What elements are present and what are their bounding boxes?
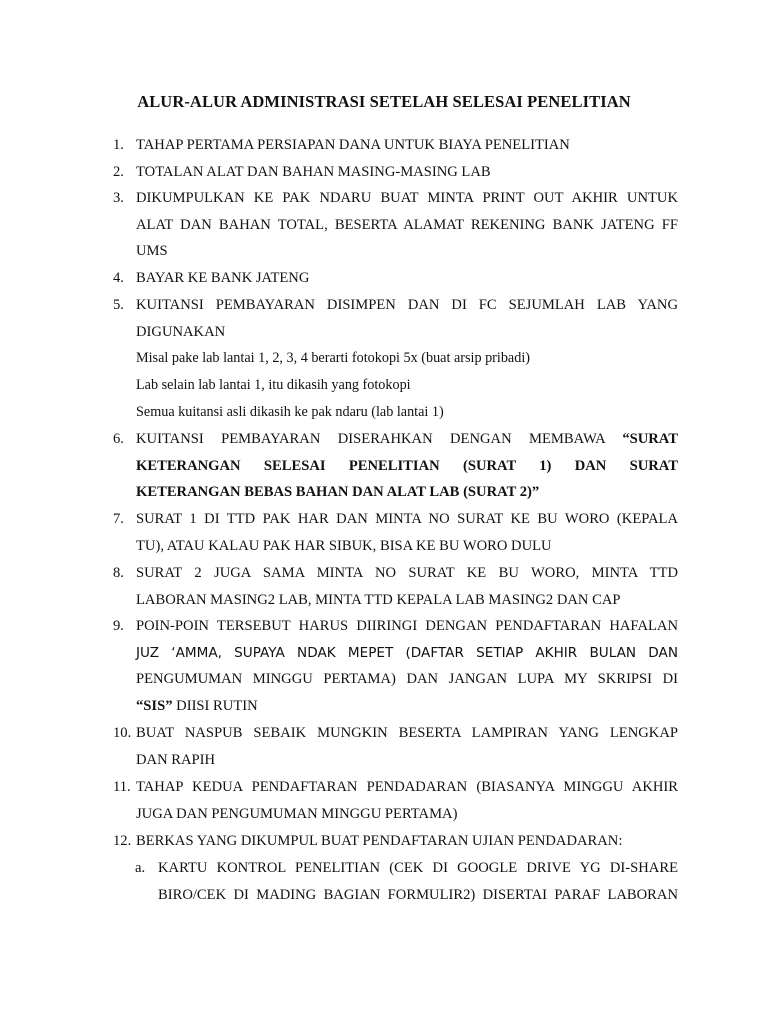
list-item-number: 2. <box>113 164 124 180</box>
list-item-line <box>136 693 678 720</box>
list-item-line-bold: KETERANGAN SELESAI PENELITIAN (SURAT 1) DAN SURAT <box>136 457 678 474</box>
list-item-line: PENGUMUMAN MINGGU PERTAMA) DAN JANGAN LUPA MY SKRIPSI DI <box>136 671 678 688</box>
sub-list-item-line: KARTU KONTROL PENELITIAN (CEK DI GOOGLE DRIVE YG DI-SHARE <box>158 860 678 876</box>
list-item-number: 10. <box>113 725 132 741</box>
list-item-12 <box>113 828 678 855</box>
list-item-line-bold: KETERANGAN BEBAS BAHAN DAN ALAT LAB (SURAT 2)” <box>136 484 540 501</box>
sub-list-item-a <box>135 855 678 908</box>
list-item-10 <box>113 720 678 773</box>
list-item-number: 3. <box>113 190 124 206</box>
sub-list-item-line: BIRO/CEK DI MADING BAGIAN FORMULIR2) DISERTAI PARAF LABORAN <box>158 886 678 903</box>
list-item-7 <box>113 506 678 559</box>
list-item-line: TAHAP PERTAMA PERSIAPAN DANA UNTUK BIAYA PENELITIAN <box>136 137 570 153</box>
sub-list-item-label: a. <box>135 860 146 876</box>
list-item-line: JUGA DAN PENGUMUMAN MINGGU PERTAMA) <box>136 805 458 822</box>
list-item-line: BUAT NASPUB SEBAIK MUNGKIN BESERTA LAMPIRAN YANG LENGKAP <box>136 725 678 741</box>
list-item-line: JUZ ‘AMMA, SUPAYA NDAK MEPET (DAFTAR SETIAP AKHIR BULAN DAN <box>136 644 678 661</box>
list-item-number: 4. <box>113 270 124 286</box>
list-item-line: DAN RAPIH <box>136 751 216 768</box>
list-item-number: 12. <box>113 833 132 849</box>
list-item-number: 8. <box>113 565 124 581</box>
list-item-line: UMS <box>136 243 168 260</box>
list-item-line <box>136 426 678 453</box>
list-item-line-text: KUITANSI PEMBAYARAN DISERAHKAN DENGAN MEMBAWA <box>136 431 605 447</box>
list-item-line: BERKAS YANG DIKUMPUL BUAT PENDAFTARAN UJIAN PENDADARAN: <box>136 833 623 849</box>
list-item-line: SURAT 2 JUGA SAMA MINTA NO SURAT KE BU WORO, MINTA TTD <box>136 565 678 581</box>
list-item-line: KUITANSI PEMBAYARAN DISIMPEN DAN DI FC SEJUMLAH LAB YANG <box>136 297 678 313</box>
list-item-4 <box>113 265 678 292</box>
note-line-1: Misal pake lab lantai 1, 2, 3, 4 berarti fotokopi 5x (buat arsip pribadi) <box>136 350 530 366</box>
list-item-line: POIN-POIN TERSEBUT HARUS DIIRINGI DENGAN PENDAFTARAN HAFALAN <box>136 618 678 634</box>
list-item-9 <box>113 613 678 720</box>
note-line-2: Lab selain lab lantai 1, itu dikasih yang fotokopi <box>136 377 411 393</box>
list-item-number: 6. <box>113 431 124 447</box>
list-item-number: 7. <box>113 511 124 527</box>
list-item-8 <box>113 560 678 613</box>
list-item-number: 11. <box>113 779 131 795</box>
bold-quote-start: “SURAT <box>622 431 678 447</box>
list-item-number: 1. <box>113 137 124 153</box>
list-item-3 <box>113 185 678 265</box>
list-item-11 <box>113 774 678 827</box>
list-item-number: 9. <box>113 618 124 634</box>
list-item-line: TOTALAN ALAT DAN BAHAN MASING-MASING LAB <box>136 164 491 180</box>
list-item-number: 5. <box>113 297 124 313</box>
list-item-5 <box>113 292 678 345</box>
list-item-line: LABORAN MASING2 LAB, MINTA TTD KEPALA LAB MASING2 DAN CAP <box>136 591 621 608</box>
document-title: ALUR-ALUR ADMINISTRASI SETELAH SELESAI PENELITIAN <box>137 92 631 111</box>
list-item-line-text: DIISI RUTIN <box>172 698 258 715</box>
bold-sis-label: “SIS” <box>136 698 173 715</box>
list-item-line: SURAT 1 DI TTD PAK HAR DAN MINTA NO SURAT KE BU WORO (KEPALA <box>136 511 678 527</box>
list-item-line: DIGUNAKAN <box>136 323 226 340</box>
list-item-line: TAHAP KEDUA PENDAFTARAN PENDADARAN (BIASANYA MINGGU AKHIR <box>136 779 678 795</box>
list-item-line: DIKUMPULKAN KE PAK NDARU BUAT MINTA PRINT OUT AKHIR UNTUK <box>136 190 678 206</box>
list-item-line: BAYAR KE BANK JATENG <box>136 270 310 286</box>
note-line-3: Semua kuitansi asli dikasih ke pak ndaru (lab lantai 1) <box>136 404 444 420</box>
list-item-2 <box>113 159 678 186</box>
list-item-line: TU), ATAU KALAU PAK HAR SIBUK, BISA KE BU WORO DULU <box>136 537 552 554</box>
list-item-1 <box>113 132 678 159</box>
list-item-line: ALAT DAN BAHAN TOTAL, BESERTA ALAMAT REKENING BANK JATENG FF <box>136 216 678 233</box>
list-item-6 <box>113 426 678 506</box>
